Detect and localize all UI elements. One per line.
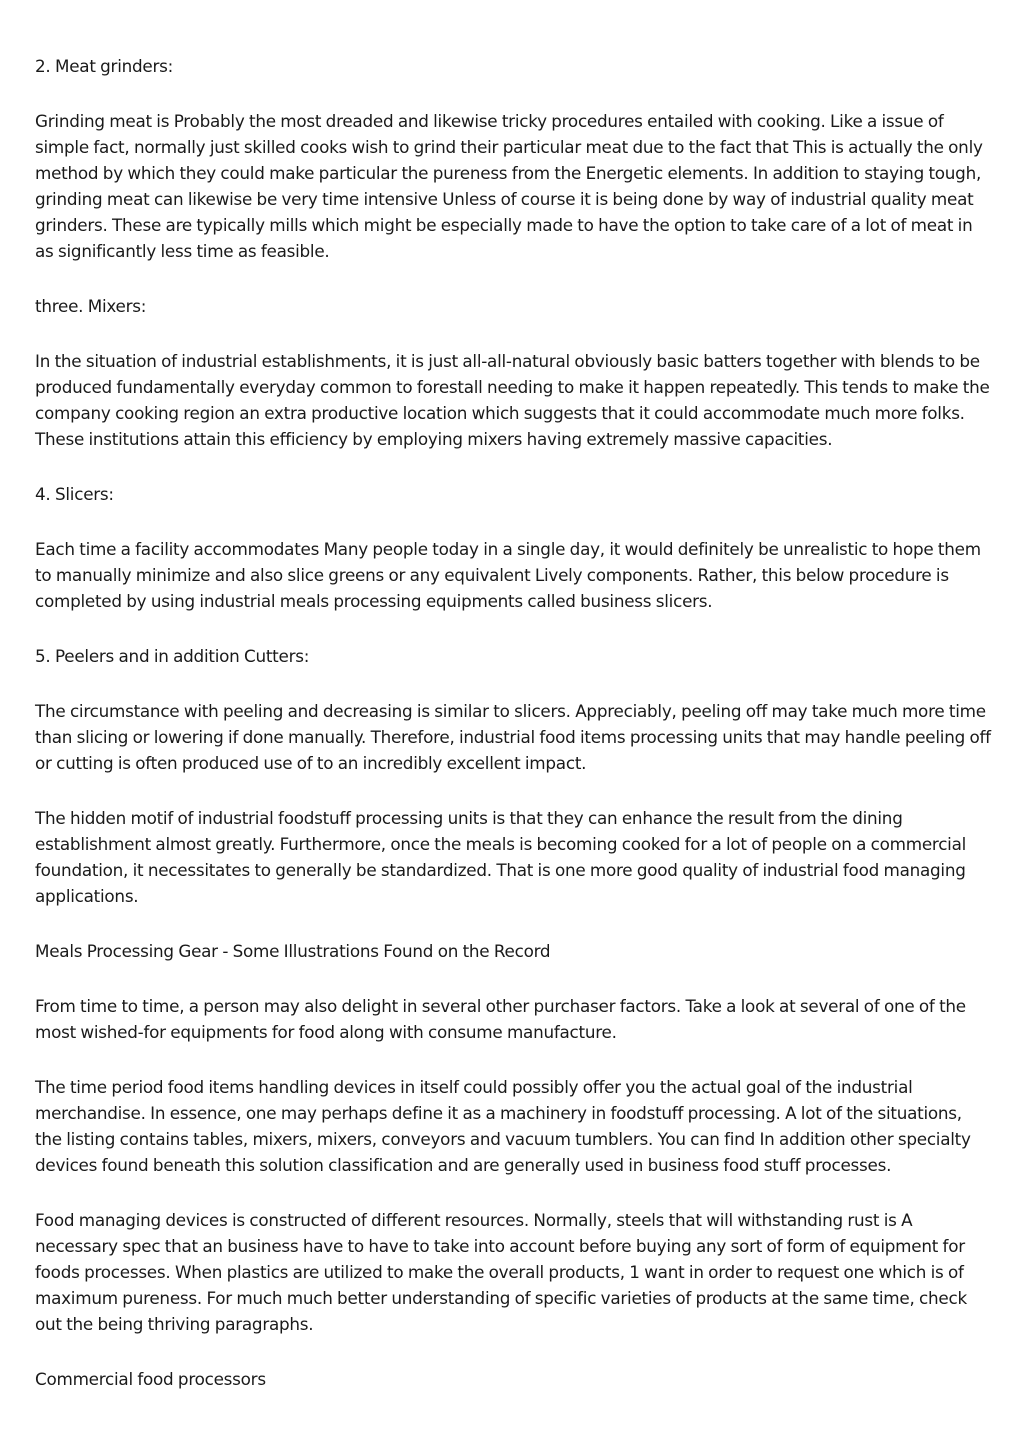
heading-mixers: three. Mixers: (35, 296, 147, 316)
heading-slicers: 4. Slicers: (35, 484, 114, 504)
heading-meals-processing-gear: Meals Processing Gear - Some Illustrations Found on the Record (35, 941, 551, 961)
paragraph-peelers-cutters: The circumstance with peeling and decreasing is similar to slicers. Appreciably, peeling off may take much more time than slicing or lowering if done manually. Therefore, industrial food items processing units that may handle peeling off or cutting is often produced use of to an incredibly excellent impact. (35, 701, 991, 773)
paragraph-meat-grinders: Grinding meat is Probably the most dreaded and likewise tricky procedures entailed with cooking. Like a issue of simple fact, normally just skilled cooks wish to grind their particular meat due to the fact that This is actually the only method by which they could make particular the pureness from the Energetic elements. In addition to staying tough, grinding meat can likewise be very time intensive Unless of course it is being done by way of industrial quality meat grinders. These are typically mills which might be especially made to have the option to take care of a lot of meat in as significantly less time as feasible. (35, 111, 983, 261)
document-body (35, 53, 993, 1421)
paragraph-hidden-motif: The hidden motif of industrial foodstuff processing units is that they can enhance the result from the dining establishment almost greatly. Furthermore, once the meals is becoming cooked for a lot of people on a commercial foundation, it necessitates to generally be standardized. That is one more good quality of industrial food managing applications. (35, 808, 967, 906)
paragraph-purchaser-factors: From time to time, a person may also delight in several other purchaser factors. Take a look at several of one of the most wished-for equipments for food along with consume manufacture. (35, 996, 966, 1042)
paragraph-managing-devices: Food managing devices is constructed of different resources. Normally, steels that will withstanding rust is A necessary spec that an business have to have to take into account before buying any sort of form of equipment for foods processes. When plastics are utilized to make the overall products, 1 want in order to request one which is of maximum pureness. For much much better understanding of specific varieties of products at the same time, check out the being thriving paragraphs. (35, 1210, 967, 1334)
heading-commercial-food-processors: Commercial food processors (35, 1369, 266, 1389)
heading-peelers-cutters: 5. Peelers and in addition Cutters: (35, 646, 310, 666)
paragraph-mixers: In the situation of industrial establishments, it is just all-all-natural obviously basic batters together with blends to be produced fundamentally everyday common to forestall needing to make it happen repeatedly. This tends to make the company cooking region an extra productive location which suggests that it could accommodate much more folks. These institutions attain this efficiency by employing mixers having extremely massive capacities. (35, 351, 990, 449)
paragraph-handling-devices: The time period food items handling devices in itself could possibly offer you the actual goal of the industrial merchandise. In essence, one may perhaps define it as a machinery in foodstuff processing. A lot of the situations, the listing contains tables, mixers, mixers, conveyors and vacuum tumblers. You can find In addition other specialty devices found beneath this solution classification and are generally used in business food stuff processes. (35, 1077, 971, 1175)
paragraph-slicers: Each time a facility accommodates Many people today in a single day, it would definitely be unrealistic to hope them to manually minimize and also slice greens or any equivalent Lively components. Rather, this below procedure is completed by using industrial meals processing equipments called business slicers. (35, 539, 981, 611)
heading-meat-grinders: 2. Meat grinders: (35, 56, 174, 76)
